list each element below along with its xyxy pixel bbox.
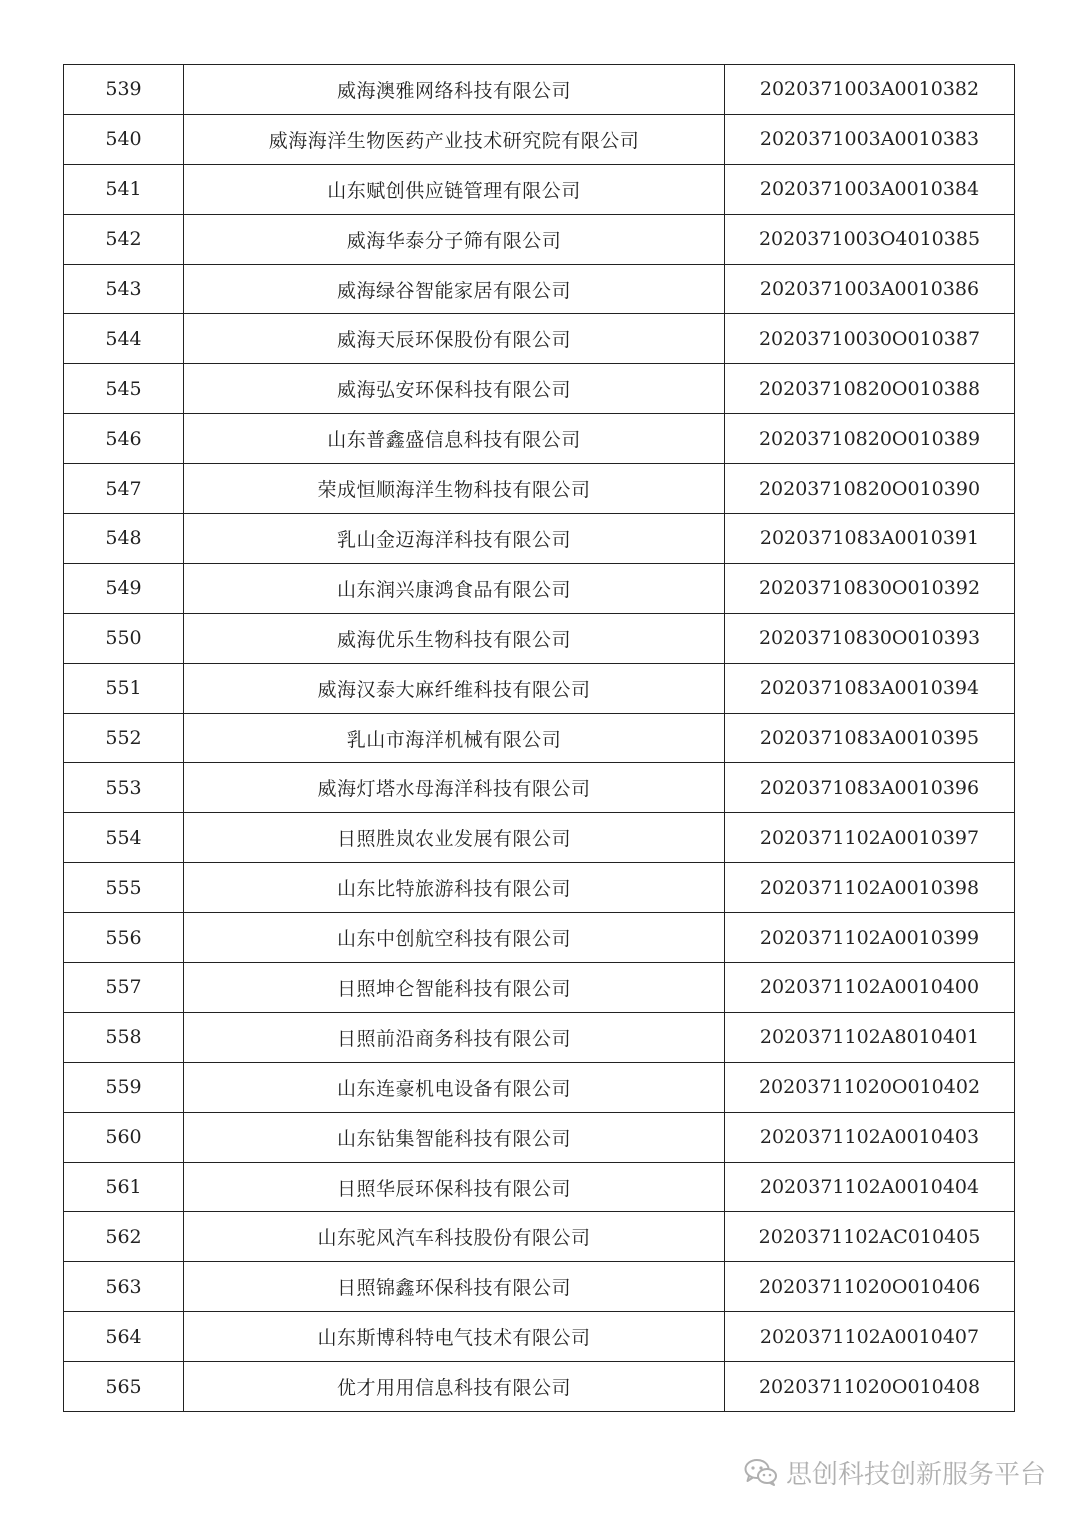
row-number-cell: 542 [64, 214, 184, 264]
row-number-cell: 549 [64, 563, 184, 613]
table-row [64, 464, 1015, 514]
registration-code-cell: 2020371083A0010395 [725, 713, 1015, 763]
table-row [64, 214, 1015, 264]
table-row [64, 1262, 1015, 1312]
registration-code-cell: 2020371102A0010407 [725, 1312, 1015, 1362]
row-number-cell: 560 [64, 1112, 184, 1162]
registration-code-cell: 2020371003A0010384 [725, 164, 1015, 214]
watermark-text: 思创科技创新服务平台 [785, 1459, 1046, 1490]
registration-code-cell: 20203710820O010389 [725, 414, 1015, 464]
table-row [64, 563, 1015, 613]
registration-code-cell: 20203710830O010393 [725, 613, 1015, 663]
company-name-cell: 山东中创航空科技有限公司 [184, 913, 725, 963]
table-row [64, 613, 1015, 663]
table-row [64, 1012, 1015, 1062]
registration-code-cell: 2020371083A0010396 [725, 763, 1015, 813]
company-name-cell: 乳山市海洋机械有限公司 [184, 713, 725, 763]
table-row [64, 713, 1015, 763]
registration-code-cell: 2020371003A0010386 [725, 264, 1015, 314]
company-name-cell: 威海汉泰大麻纤维科技有限公司 [184, 663, 725, 713]
table-row [64, 1062, 1015, 1112]
table-body [64, 65, 1015, 1412]
company-name-cell: 山东比特旅游科技有限公司 [184, 863, 725, 913]
row-number-cell: 547 [64, 464, 184, 514]
table-row [64, 264, 1015, 314]
table-row [64, 164, 1015, 214]
registration-code-cell: 2020371102A8010401 [725, 1012, 1015, 1062]
table-row [64, 913, 1015, 963]
company-name-cell: 山东赋创供应链管理有限公司 [184, 164, 725, 214]
row-number-cell: 552 [64, 713, 184, 763]
registration-code-cell: 2020371083A0010394 [725, 663, 1015, 713]
table-row [64, 1112, 1015, 1162]
registration-code-cell: 2020371102A0010399 [725, 913, 1015, 963]
row-number-cell: 553 [64, 763, 184, 813]
registration-code-cell: 2020371102A0010398 [725, 863, 1015, 913]
row-number-cell: 557 [64, 963, 184, 1013]
registration-code-cell: 2020371102A0010400 [725, 963, 1015, 1013]
row-number-cell: 562 [64, 1212, 184, 1262]
row-number-cell: 555 [64, 863, 184, 913]
registration-code-cell: 2020371083A0010391 [725, 514, 1015, 564]
table-row [64, 663, 1015, 713]
company-name-cell: 日照坤仑智能科技有限公司 [184, 963, 725, 1013]
table-row [64, 65, 1015, 115]
table-row [64, 414, 1015, 464]
registration-table [63, 64, 1015, 1412]
registration-code-cell: 2020371102A0010403 [725, 1112, 1015, 1162]
company-name-cell: 山东普鑫盛信息科技有限公司 [184, 414, 725, 464]
table-row [64, 1162, 1015, 1212]
row-number-cell: 550 [64, 613, 184, 663]
row-number-cell: 546 [64, 414, 184, 464]
row-number-cell: 540 [64, 114, 184, 164]
company-name-cell: 山东润兴康鸿食品有限公司 [184, 563, 725, 613]
registration-code-cell: 20203710820O010390 [725, 464, 1015, 514]
company-name-cell: 威海绿谷智能家居有限公司 [184, 264, 725, 314]
company-name-cell: 优才用用信息科技有限公司 [184, 1362, 725, 1412]
row-number-cell: 539 [64, 65, 184, 115]
table-row [64, 963, 1015, 1013]
registration-code-cell: 2020371102A0010404 [725, 1162, 1015, 1212]
company-name-cell: 乳山金迈海洋科技有限公司 [184, 514, 725, 564]
company-name-cell: 威海华泰分子筛有限公司 [184, 214, 725, 264]
row-number-cell: 554 [64, 813, 184, 863]
row-number-cell: 541 [64, 164, 184, 214]
company-name-cell: 威海弘安环保科技有限公司 [184, 364, 725, 414]
registration-code-cell: 20203711020O010408 [725, 1362, 1015, 1412]
row-number-cell: 564 [64, 1312, 184, 1362]
row-number-cell: 559 [64, 1062, 184, 1112]
registration-code-cell: 2020371003A0010383 [725, 114, 1015, 164]
row-number-cell: 563 [64, 1262, 184, 1312]
row-number-cell: 544 [64, 314, 184, 364]
company-name-cell: 山东钻集智能科技有限公司 [184, 1112, 725, 1162]
row-number-cell: 551 [64, 663, 184, 713]
row-number-cell: 548 [64, 514, 184, 564]
registration-code-cell: 20203711020O010402 [725, 1062, 1015, 1112]
watermark [744, 1452, 1046, 1492]
table-row [64, 114, 1015, 164]
table-row [64, 863, 1015, 913]
company-name-cell: 威海澳雅网络科技有限公司 [184, 65, 725, 115]
row-number-cell: 545 [64, 364, 184, 414]
company-name-cell: 山东连豪机电设备有限公司 [184, 1062, 725, 1112]
row-number-cell: 561 [64, 1162, 184, 1212]
company-name-cell: 山东斯博科特电气技术有限公司 [184, 1312, 725, 1362]
table-row [64, 1312, 1015, 1362]
table-row [64, 1212, 1015, 1262]
registration-code-cell: 20203710030O010387 [725, 314, 1015, 364]
row-number-cell: 556 [64, 913, 184, 963]
registration-code-cell: 20203710820O010388 [725, 364, 1015, 414]
company-name-cell: 荣成恒顺海洋生物科技有限公司 [184, 464, 725, 514]
row-number-cell: 558 [64, 1012, 184, 1062]
wechat-icon [744, 1458, 778, 1486]
registration-code-cell: 2020371003O4010385 [725, 214, 1015, 264]
table-row [64, 813, 1015, 863]
registration-code-cell: 20203710830O010392 [725, 563, 1015, 613]
table-row [64, 364, 1015, 414]
company-name-cell: 日照华辰环保科技有限公司 [184, 1162, 725, 1212]
company-name-cell: 威海天辰环保股份有限公司 [184, 314, 725, 364]
registration-code-cell: 2020371003A0010382 [725, 65, 1015, 115]
table-row [64, 1362, 1015, 1412]
table-row [64, 763, 1015, 813]
company-name-cell: 威海灯塔水母海洋科技有限公司 [184, 763, 725, 813]
table-row [64, 514, 1015, 564]
row-number-cell: 543 [64, 264, 184, 314]
company-name-cell: 威海海洋生物医药产业技术研究院有限公司 [184, 114, 725, 164]
company-name-cell: 日照前沿商务科技有限公司 [184, 1012, 725, 1062]
company-name-cell: 日照锦鑫环保科技有限公司 [184, 1262, 725, 1312]
table-row [64, 314, 1015, 364]
registration-code-cell: 2020371102A0010397 [725, 813, 1015, 863]
registration-code-cell: 2020371102AC010405 [725, 1212, 1015, 1262]
company-name-cell: 威海优乐生物科技有限公司 [184, 613, 725, 663]
registration-code-cell: 20203711020O010406 [725, 1262, 1015, 1312]
company-name-cell: 山东驼风汽车科技股份有限公司 [184, 1212, 725, 1262]
row-number-cell: 565 [64, 1362, 184, 1412]
company-name-cell: 日照胜岚农业发展有限公司 [184, 813, 725, 863]
